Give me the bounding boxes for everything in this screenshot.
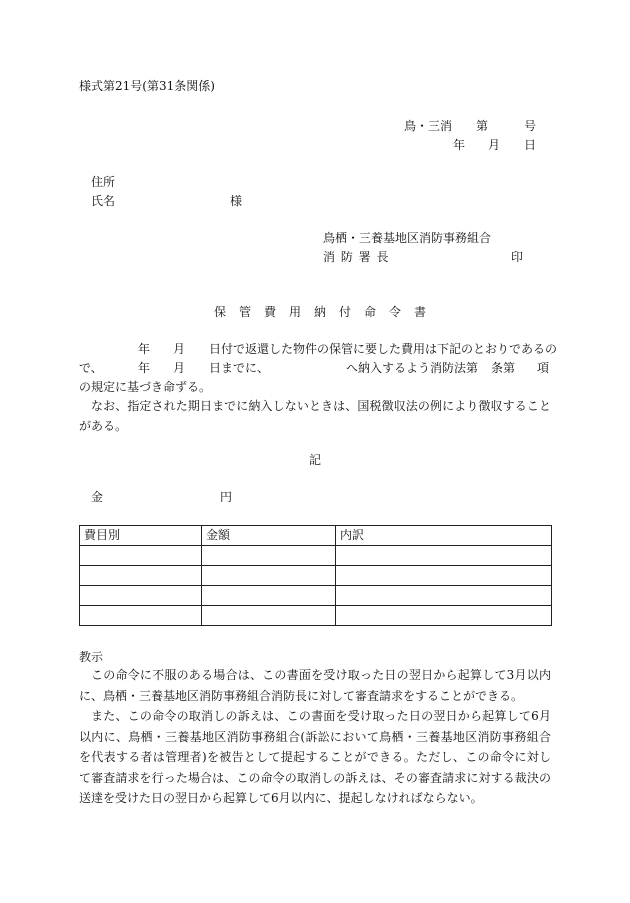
issue-day: 日 [524, 138, 537, 152]
table-cell [336, 546, 552, 566]
body-clause: 項 [537, 361, 550, 375]
header-cost-item: 費目別 [80, 526, 202, 546]
address-label: 住所 [91, 175, 116, 189]
notice-heading: 教示 [79, 650, 104, 664]
table-header-row [80, 526, 552, 546]
table-cell [202, 546, 336, 566]
table-cell [336, 566, 552, 586]
table-cell [80, 586, 202, 606]
body-line-3: の規定に基づき命ずる。 [79, 380, 212, 394]
body-line-1-text: 日付で返還した物件の保管に要した費用は下記のとおりであるの [209, 342, 558, 356]
ki-heading: 記 [309, 453, 322, 467]
body-year-1: 年 [138, 342, 151, 356]
notice-paragraph-2: また、この命令の取消しの訴えは、この書面を受け取った日の翌日から起算して6月以内に、鳥栖・三養基地区消防事務組合(訴訟において鳥栖・三養基地区消防事務組合を代表する者は管理者)を被告として提起することができる。ただし、この命令に対して審査請求を行った場合は、この命令の取消しの訴えは、その審査請求に対する裁決の送達を受けた日の翌日から起算して6月以内に、提起しなければならない。 [79, 709, 551, 805]
table-cell [202, 606, 336, 626]
body-year-2: 年 [138, 361, 151, 375]
amount-unit: 円 [220, 490, 233, 504]
honorific: 様 [230, 194, 243, 208]
issuer-org: 鳥栖・三養基地区消防事務組合 [323, 231, 492, 245]
document-title: 保管費用納付命令書 [214, 305, 440, 319]
cost-table [79, 525, 552, 626]
header-breakdown: 内訳 [336, 526, 552, 546]
issuer-title: 消 防 署 長 [323, 250, 390, 264]
table-row [80, 566, 552, 586]
seal-mark: 印 [511, 250, 524, 264]
body-month-1: 月 [173, 342, 186, 356]
table-cell [202, 586, 336, 606]
body-pay-to: へ納入するよう消防法第 [346, 361, 479, 375]
body-article: 条第 [491, 361, 516, 375]
header-amount: 金額 [202, 526, 336, 546]
issue-year: 年 [453, 138, 466, 152]
table-cell [80, 606, 202, 626]
table-cell [80, 566, 202, 586]
amount-label: 金 [91, 490, 104, 504]
issue-prefix: 鳥・三消 [404, 119, 453, 133]
table-cell [336, 606, 552, 626]
table-row [80, 546, 552, 566]
body-month-2: 月 [173, 361, 186, 375]
body-until: 日までに、 [209, 361, 270, 375]
form-number: 様式第21号(第31条関係) [79, 79, 215, 93]
table-row [80, 586, 552, 606]
table-row [80, 606, 552, 626]
issue-dai: 第 [476, 119, 489, 133]
name-label: 氏名 [91, 194, 116, 208]
body-paragraph-2: なお、指定された期日までに納入しないときは、国税徴収法の例により徴収することがある。 [79, 399, 551, 433]
notice-paragraph-1: この命令に不服のある場合は、この書面を受け取った日の翌日から起算して3月以内に、鳥栖・三養基地区消防事務組合消防長に対して審査請求をすることができる。 [79, 668, 551, 703]
table-cell [80, 546, 202, 566]
body-line-2-start: で、 [79, 361, 103, 375]
issue-go: 号 [524, 119, 537, 133]
table-cell [336, 586, 552, 606]
issue-month: 月 [488, 138, 501, 152]
table-cell [202, 566, 336, 586]
